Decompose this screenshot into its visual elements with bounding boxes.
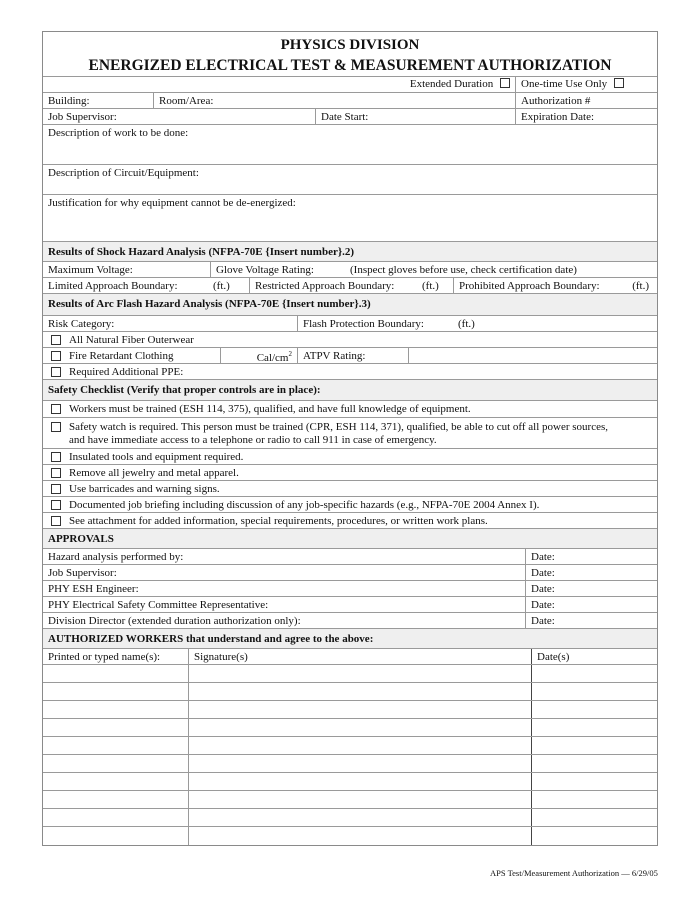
limited-approach-field[interactable] bbox=[43, 278, 249, 293]
col-name-label: Printed or typed name(s): bbox=[48, 651, 161, 663]
max-voltage-field[interactable] bbox=[43, 262, 210, 277]
glove-rating-field[interactable] bbox=[210, 262, 657, 277]
limited-ft-unit: (ft.) bbox=[213, 280, 230, 292]
circuit-description-field[interactable] bbox=[43, 165, 657, 195]
natural-fiber-label: All Natural Fiber Outerwear bbox=[69, 334, 194, 346]
cal-superscript: 2 bbox=[288, 350, 292, 358]
checklist-label: See attachment for added information, special requirements, procedures, or written work plans. bbox=[69, 515, 488, 527]
location-row bbox=[43, 93, 657, 109]
cal-unit: Cal/cm bbox=[256, 352, 289, 364]
risk-category-field[interactable] bbox=[43, 316, 297, 331]
checklist-item bbox=[43, 513, 657, 529]
checklist-label: Remove all jewelry and metal apparel. bbox=[69, 467, 239, 479]
fire-retardant-checkbox[interactable] bbox=[51, 351, 61, 361]
prohibited-approach-field[interactable] bbox=[453, 278, 657, 293]
onetime-use-checkbox[interactable] bbox=[614, 78, 624, 88]
natural-fiber-checkbox[interactable] bbox=[51, 335, 61, 345]
worker-signature-field[interactable] bbox=[188, 665, 531, 682]
worker-signature-field[interactable] bbox=[188, 701, 531, 718]
approver-field[interactable] bbox=[43, 597, 525, 612]
arc-flash-heading bbox=[43, 294, 657, 316]
worker-name-field[interactable] bbox=[43, 683, 188, 700]
additional-ppe-label: Required Additional PPE: bbox=[69, 366, 184, 378]
max-voltage-label: Maximum Voltage: bbox=[48, 264, 133, 276]
worker-signature-field[interactable] bbox=[188, 773, 531, 790]
extended-duration-checkbox[interactable] bbox=[500, 78, 510, 88]
approver-field[interactable] bbox=[43, 549, 525, 564]
justification-label: Justification for why equipment cannot be de-energized: bbox=[48, 197, 296, 209]
worker-date-field[interactable] bbox=[531, 809, 657, 826]
approver-field[interactable] bbox=[43, 565, 525, 580]
approver-label: Hazard analysis performed by: bbox=[48, 551, 184, 563]
checklist-item bbox=[43, 465, 657, 481]
approval-row bbox=[43, 581, 657, 597]
col-signature-label: Signature(s) bbox=[194, 651, 248, 663]
worker-date-field[interactable] bbox=[531, 773, 657, 790]
worker-date-field[interactable] bbox=[531, 683, 657, 700]
approver-label: PHY Electrical Safety Committee Representative: bbox=[48, 599, 269, 611]
checklist-label: Safety watch is required. This person must be trained (CPR, ESH 114, 371), qualified, be able to cut off all power sources, bbox=[69, 421, 608, 433]
justification-field[interactable] bbox=[43, 195, 657, 242]
job-supervisor-field[interactable] bbox=[43, 109, 315, 124]
approver-label: PHY ESH Engineer: bbox=[48, 583, 139, 595]
duration-row bbox=[43, 77, 657, 93]
extended-duration-option[interactable] bbox=[363, 77, 515, 92]
authorization-form bbox=[42, 31, 658, 846]
checklist-label: Workers must be trained (ESH 114, 375), qualified, and have full knowledge of equipment. bbox=[69, 403, 471, 415]
natural-fiber-row bbox=[43, 332, 657, 348]
risk-category-label: Risk Category: bbox=[48, 318, 115, 330]
atpv-rating-field[interactable] bbox=[408, 348, 657, 363]
circuit-description-label: Description of Circuit/Equipment: bbox=[48, 167, 199, 179]
atpv-rating-label-cell bbox=[297, 348, 408, 363]
worker-name-field[interactable] bbox=[43, 737, 188, 754]
worker-row bbox=[43, 809, 657, 827]
restricted-approach-field[interactable] bbox=[249, 278, 453, 293]
worker-row bbox=[43, 701, 657, 719]
restricted-ft-unit: (ft.) bbox=[422, 280, 439, 292]
checklist-label-continued: and have immediate access to a telephone or radio to call 911 in case of emergency. bbox=[69, 434, 437, 446]
approval-date-field[interactable] bbox=[525, 581, 657, 596]
checklist-item bbox=[43, 481, 657, 497]
worker-row bbox=[43, 755, 657, 773]
approval-date-label: Date: bbox=[531, 551, 555, 563]
form-name: ENERGIZED ELECTRICAL TEST & MEASUREMENT AUTHORIZATION bbox=[88, 57, 612, 74]
flash-ft-unit: (ft.) bbox=[458, 318, 475, 330]
approval-row bbox=[43, 613, 657, 629]
col-signature-header bbox=[188, 649, 531, 664]
worker-date-field[interactable] bbox=[531, 701, 657, 718]
col-date-label: Date(s) bbox=[537, 651, 570, 663]
flash-boundary-label: Flash Protection Boundary: bbox=[303, 318, 424, 330]
additional-ppe-checkbox[interactable] bbox=[51, 367, 61, 377]
worker-signature-field[interactable] bbox=[188, 791, 531, 808]
worker-name-field[interactable] bbox=[43, 719, 188, 736]
worker-row bbox=[43, 683, 657, 701]
worker-name-field[interactable] bbox=[43, 755, 188, 772]
col-name-header bbox=[43, 649, 188, 664]
worker-signature-field[interactable] bbox=[188, 683, 531, 700]
date-start-field[interactable] bbox=[315, 109, 515, 124]
authorization-number-field[interactable] bbox=[515, 93, 659, 108]
approval-row bbox=[43, 597, 657, 613]
safety-checklist-heading bbox=[43, 380, 657, 401]
onetime-use-label: One-time Use Only bbox=[521, 78, 608, 90]
worker-name-field[interactable] bbox=[43, 701, 188, 718]
checklist-label: Documented job briefing including discussion of any job-specific hazards (e.g., NFPA-70E 2004 Annex I). bbox=[69, 499, 540, 511]
worker-date-field[interactable] bbox=[531, 737, 657, 754]
division-title: PHYSICS DIVISION bbox=[280, 37, 420, 53]
worker-name-field[interactable] bbox=[43, 827, 188, 845]
expiration-date-field[interactable] bbox=[515, 109, 659, 124]
worker-row bbox=[43, 719, 657, 737]
approval-date-label: Date: bbox=[531, 615, 555, 627]
approver-field[interactable] bbox=[43, 613, 525, 628]
building-label: Building: bbox=[48, 95, 90, 107]
worker-signature-field[interactable] bbox=[188, 737, 531, 754]
room-area-field[interactable] bbox=[153, 93, 515, 108]
worker-signature-field[interactable] bbox=[188, 755, 531, 772]
authorization-number-label: Authorization # bbox=[521, 95, 591, 107]
footer bbox=[490, 868, 658, 878]
col-date-header bbox=[531, 649, 657, 664]
approver-label: Job Supervisor: bbox=[48, 567, 117, 579]
approval-date-field[interactable] bbox=[525, 597, 657, 612]
work-description-field[interactable] bbox=[43, 125, 657, 165]
authorized-workers-heading-rest: that understand and agree to the above: bbox=[183, 633, 374, 645]
fire-retardant-row bbox=[43, 348, 657, 364]
safety-checklist-heading-text: Safety Checklist (Verify that proper controls are in place): bbox=[48, 384, 321, 396]
worker-row bbox=[43, 827, 657, 845]
checklist-checkbox[interactable] bbox=[51, 500, 61, 510]
checklist-label: Insulated tools and equipment required. bbox=[69, 451, 244, 463]
shock-hazard-heading-text: Results of Shock Hazard Analysis (NFPA-70E {Insert number}.2) bbox=[48, 246, 355, 258]
shock-hazard-heading bbox=[43, 242, 657, 262]
form-title bbox=[43, 32, 657, 77]
worker-signature-field[interactable] bbox=[188, 827, 531, 845]
checklist-item bbox=[43, 449, 657, 465]
expiration-date-label: Expiration Date: bbox=[521, 111, 595, 123]
additional-ppe-row bbox=[43, 364, 657, 380]
approval-date-field[interactable] bbox=[525, 613, 657, 628]
prohibited-ft-unit: (ft.) bbox=[632, 280, 649, 292]
worker-date-field[interactable] bbox=[531, 719, 657, 736]
room-area-label: Room/Area: bbox=[159, 95, 214, 107]
flash-boundary-field[interactable] bbox=[297, 316, 657, 331]
checklist-checkbox[interactable] bbox=[51, 516, 61, 526]
voltage-row bbox=[43, 262, 657, 278]
checklist-checkbox[interactable] bbox=[51, 468, 61, 478]
atpv-rating-label: ATPV Rating: bbox=[303, 350, 366, 362]
worker-date-field[interactable] bbox=[531, 791, 657, 808]
approval-date-field[interactable] bbox=[525, 565, 657, 580]
worker-row bbox=[43, 791, 657, 809]
checklist-item bbox=[43, 401, 657, 418]
worker-date-field[interactable] bbox=[531, 665, 657, 682]
workers-table-header bbox=[43, 649, 657, 665]
worker-row bbox=[43, 665, 657, 683]
approver-label: Division Director (extended duration authorization only): bbox=[48, 615, 301, 627]
checklist-item bbox=[43, 418, 657, 449]
checklist-checkbox[interactable] bbox=[51, 484, 61, 494]
approval-date-label: Date: bbox=[531, 599, 555, 611]
approval-row bbox=[43, 565, 657, 581]
extended-duration-label: Extended Duration bbox=[409, 78, 494, 90]
building-field[interactable] bbox=[43, 93, 153, 108]
approvals-heading-text: APPROVALS bbox=[48, 533, 114, 545]
cal-field[interactable] bbox=[220, 348, 297, 363]
onetime-use-option[interactable] bbox=[515, 77, 659, 92]
worker-name-field[interactable] bbox=[43, 791, 188, 808]
worker-row bbox=[43, 773, 657, 791]
date-start-label: Date Start: bbox=[321, 111, 369, 123]
approver-field[interactable] bbox=[43, 581, 525, 596]
worker-row bbox=[43, 737, 657, 755]
approval-date-field[interactable] bbox=[525, 549, 657, 564]
supervisor-row bbox=[43, 109, 657, 125]
authorized-workers-heading bbox=[43, 629, 657, 649]
authorized-workers-heading-bold: AUTHORIZED WORKERS bbox=[48, 633, 184, 645]
limited-approach-label: Limited Approach Boundary: bbox=[48, 280, 178, 292]
work-description-label: Description of work to be done: bbox=[48, 127, 189, 139]
risk-row bbox=[43, 316, 657, 332]
approval-row bbox=[43, 549, 657, 565]
arc-flash-heading-text: Results of Arc Flash Hazard Analysis (NFPA-70E {Insert number}.3) bbox=[48, 298, 371, 310]
footer-text: APS Test/Measurement Authorization — 6/29/05 bbox=[490, 868, 658, 878]
worker-name-field[interactable] bbox=[43, 809, 188, 826]
restricted-approach-label: Restricted Approach Boundary: bbox=[255, 280, 395, 292]
worker-date-field[interactable] bbox=[531, 755, 657, 772]
glove-rating-label: Glove Voltage Rating: bbox=[216, 264, 314, 276]
fire-retardant-label: Fire Retardant Clothing bbox=[69, 350, 174, 362]
worker-date-field[interactable] bbox=[531, 827, 657, 845]
checklist-checkbox[interactable] bbox=[51, 422, 61, 432]
glove-note: (Inspect gloves before use, check certification date) bbox=[350, 264, 577, 276]
worker-signature-field[interactable] bbox=[188, 719, 531, 736]
checklist-item bbox=[43, 497, 657, 513]
approvals-heading bbox=[43, 529, 657, 549]
approval-date-label: Date: bbox=[531, 567, 555, 579]
approach-boundary-row bbox=[43, 278, 657, 294]
checklist-label: Use barricades and warning signs. bbox=[69, 483, 220, 495]
checklist-checkbox[interactable] bbox=[51, 452, 61, 462]
prohibited-approach-label: Prohibited Approach Boundary: bbox=[459, 280, 600, 292]
worker-name-field[interactable] bbox=[43, 665, 188, 682]
checklist-checkbox[interactable] bbox=[51, 404, 61, 414]
job-supervisor-label: Job Supervisor: bbox=[48, 111, 117, 123]
worker-signature-field[interactable] bbox=[188, 809, 531, 826]
approval-date-label: Date: bbox=[531, 583, 555, 595]
worker-name-field[interactable] bbox=[43, 773, 188, 790]
